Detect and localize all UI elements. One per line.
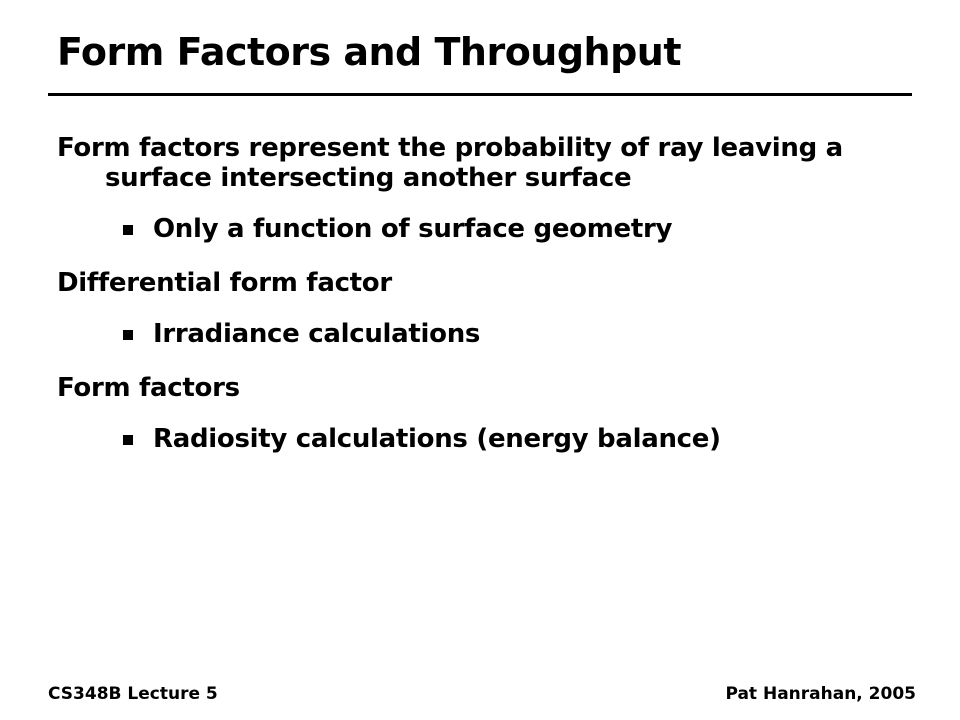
slide-body [57, 133, 917, 478]
bullet-item: Differential form factor [57, 268, 392, 298]
title-divider [48, 93, 912, 96]
sub-bullet-item [57, 214, 917, 244]
sub-bullet-item [57, 319, 917, 349]
footer-author: Pat Hanrahan, 2005 [725, 684, 916, 704]
sub-bullet-item [57, 424, 917, 454]
square-bullet-icon [123, 330, 133, 340]
bullet-item: Form factors [57, 373, 240, 403]
slide-title: Form Factors and Throughput [57, 30, 682, 74]
bullet-item: Form factors represent the probability of ray leaving a surface intersecting another surface [57, 133, 843, 193]
sub-bullet-text: Only a function of surface geometry [153, 214, 673, 244]
sub-bullet-text: Radiosity calculations (energy balance) [153, 424, 721, 454]
square-bullet-icon [123, 435, 133, 445]
sub-bullet-text: Irradiance calculations [153, 319, 481, 349]
square-bullet-icon [123, 225, 133, 235]
footer-course: CS348B Lecture 5 [48, 684, 218, 704]
